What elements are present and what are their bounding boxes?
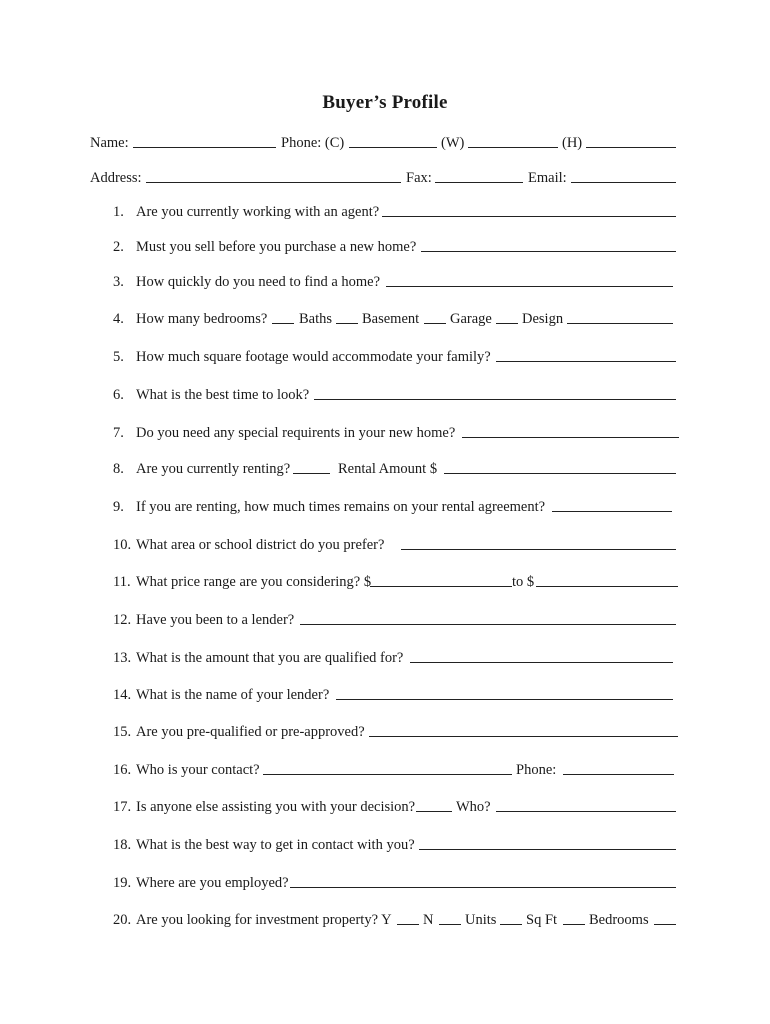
question-text: Are you currently renting? [136, 461, 291, 477]
no-field[interactable] [439, 924, 461, 925]
baths-label: Baths [299, 311, 333, 327]
answer-field[interactable] [290, 887, 676, 888]
answer-field[interactable] [419, 849, 676, 850]
basement-field[interactable] [424, 323, 446, 324]
who-label: Who? [456, 799, 491, 815]
design-label: Design [522, 311, 564, 327]
price-from-field[interactable] [370, 586, 512, 587]
sqft-field[interactable] [563, 924, 585, 925]
name-label: Name: [90, 135, 129, 151]
assisting-field[interactable] [416, 811, 452, 812]
question-number: 9. [113, 499, 124, 515]
sqft-label: Sq Ft [526, 912, 558, 928]
phone-cell-label: Phone: (C) [281, 135, 345, 151]
question-number: 7. [113, 425, 124, 441]
question-number: 16. [113, 762, 132, 778]
question-text: What area or school district do you prefer? [136, 537, 385, 553]
contact-phone-field[interactable] [563, 774, 674, 775]
question-text: What is the best way to get in contact with you? [136, 837, 415, 853]
garage-label: Garage [450, 311, 492, 327]
fax-label: Fax: [406, 170, 432, 186]
question-number: 20. [113, 912, 132, 928]
design-field[interactable] [567, 323, 673, 324]
garage-field[interactable] [496, 323, 518, 324]
phone-home-label: (H) [562, 135, 583, 151]
form-title: Buyer’s Profile [322, 92, 448, 113]
question-text: What is the best time to look? [136, 387, 310, 403]
answer-field[interactable] [386, 286, 673, 287]
price-to-field[interactable] [536, 586, 678, 587]
question-number: 2. [113, 239, 124, 255]
bedrooms-label: Bedrooms [589, 912, 649, 928]
contact-phone-label: Phone: [516, 762, 557, 778]
bedrooms-field[interactable] [272, 323, 294, 324]
question-text: Are you pre-qualified or pre-approved? [136, 724, 365, 740]
question-number: 17. [113, 799, 132, 815]
units-label: Units [465, 912, 497, 928]
baths-field[interactable] [336, 323, 358, 324]
question-text: What price range are you considering? $ [136, 574, 372, 590]
question-number: 15. [113, 724, 132, 740]
question-number: 18. [113, 837, 132, 853]
question-text: Have you been to a lender? [136, 612, 295, 628]
question-text: Do you need any special requirents in your new home? [136, 425, 456, 441]
bedrooms-count-field[interactable] [654, 924, 676, 925]
renting-field[interactable] [293, 473, 330, 474]
who-field[interactable] [496, 811, 676, 812]
question-number: 19. [113, 875, 132, 891]
answer-field[interactable] [314, 399, 676, 400]
rental-amount-label: Rental Amount $ [338, 461, 438, 477]
fax-field[interactable] [435, 182, 523, 183]
phone-work-field[interactable] [468, 147, 558, 148]
phone-home-field[interactable] [586, 147, 676, 148]
email-field[interactable] [571, 182, 676, 183]
question-text: How much square footage would accommodate your family? [136, 349, 491, 365]
question-text: How quickly do you need to find a home? [136, 274, 381, 290]
answer-field[interactable] [382, 216, 676, 217]
question-number: 12. [113, 612, 132, 628]
basement-label: Basement [362, 311, 420, 327]
address-label: Address: [90, 170, 142, 186]
phone-work-label: (W) [441, 135, 465, 151]
answer-field[interactable] [421, 251, 676, 252]
yes-field[interactable] [397, 924, 419, 925]
question-text: How many bedrooms? [136, 311, 268, 327]
question-text: If you are renting, how much times remains on your rental agreement? [136, 499, 546, 515]
contact-field[interactable] [263, 774, 512, 775]
question-number: 10. [113, 537, 132, 553]
answer-field[interactable] [552, 511, 672, 512]
question-number: 8. [113, 461, 124, 477]
rental-amount-field[interactable] [444, 473, 676, 474]
answer-field[interactable] [401, 549, 676, 550]
phone-cell-field[interactable] [349, 147, 437, 148]
question-number: 3. [113, 274, 124, 290]
question-number: 11. [113, 574, 131, 590]
question-number: 4. [113, 311, 124, 327]
name-field[interactable] [133, 147, 276, 148]
address-field[interactable] [146, 182, 401, 183]
question-text: Where are you employed? [136, 875, 289, 891]
answer-field[interactable] [300, 624, 676, 625]
no-label: N [423, 912, 434, 928]
answer-field[interactable] [496, 361, 676, 362]
answer-field[interactable] [410, 662, 673, 663]
question-text: What is the amount that you are qualified for? [136, 650, 404, 666]
question-text: Who is your contact? [136, 762, 260, 778]
question-text: Are you currently working with an agent? [136, 204, 380, 220]
answer-field[interactable] [336, 699, 673, 700]
units-field[interactable] [500, 924, 522, 925]
question-text: Is anyone else assisting you with your decision? [136, 799, 416, 815]
answer-field[interactable] [369, 736, 678, 737]
question-text: Must you sell before you purchase a new home? [136, 239, 417, 255]
question-number: 6. [113, 387, 124, 403]
question-number: 13. [113, 650, 132, 666]
question-text: Are you looking for investment property? Y [136, 912, 392, 928]
question-number: 1. [113, 204, 124, 220]
price-to-label: to $ [512, 574, 535, 590]
answer-field[interactable] [462, 437, 679, 438]
email-label: Email: [528, 170, 567, 186]
question-text: What is the name of your lender? [136, 687, 330, 703]
question-number: 14. [113, 687, 132, 703]
question-number: 5. [113, 349, 124, 365]
